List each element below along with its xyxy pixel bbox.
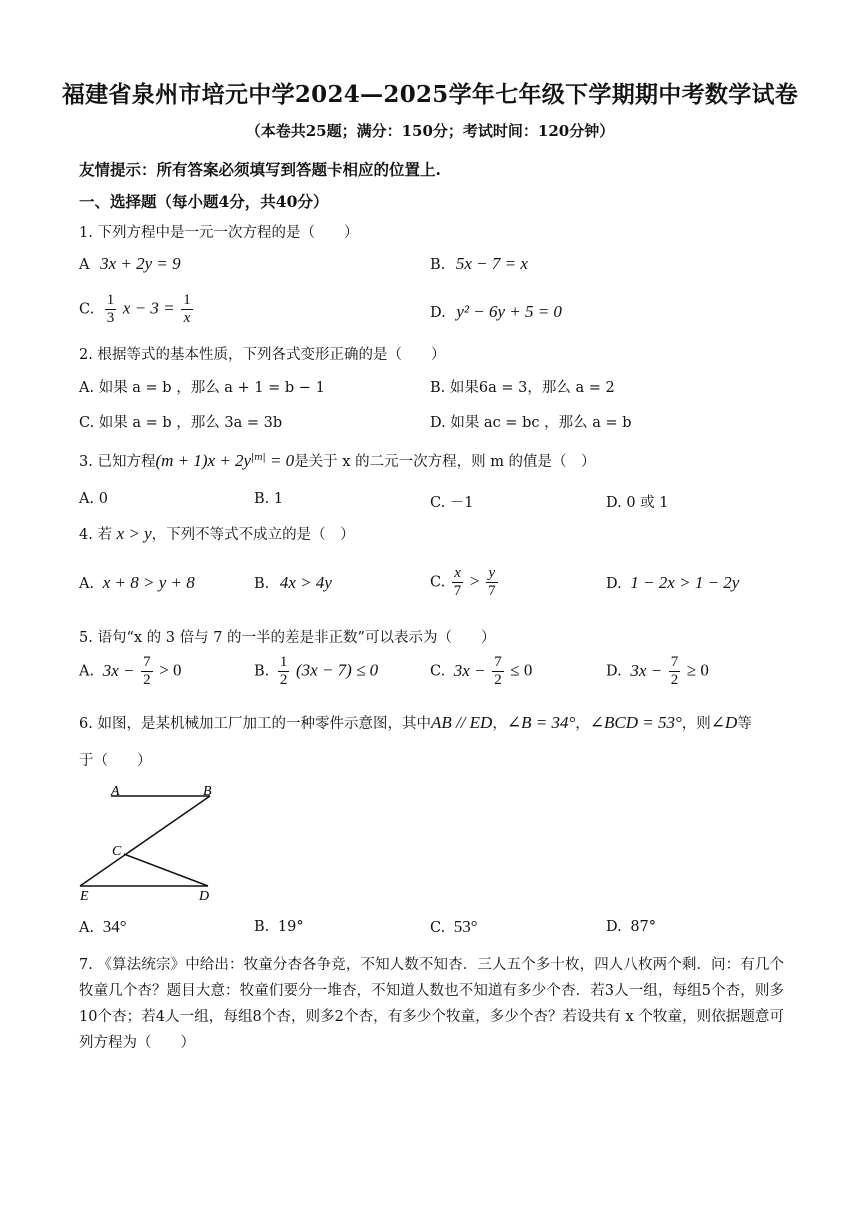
q6-stem-pre: 6. 如图，是某机械加工厂加工的一种零件示意图，其中 xyxy=(79,716,431,732)
q6-option-b xyxy=(254,919,304,935)
section-heading: 一、选择题（每小题4分，共40分） xyxy=(79,192,329,211)
q3-equation-tail: = 0 xyxy=(265,451,295,470)
q1-b-label: B. xyxy=(430,257,446,273)
q5-d-fraction: $\frac{7}{2}$ xyxy=(670,654,679,688)
q4-c-label: C. xyxy=(430,574,446,591)
q6-c-label: C. xyxy=(430,920,446,936)
q5-b-label: B. xyxy=(254,663,270,680)
q6-c-value: 53° xyxy=(453,917,478,936)
segment-be xyxy=(80,796,210,886)
q5-option-d xyxy=(606,654,709,689)
q5-a-label: A. xyxy=(79,663,95,680)
q4-stem xyxy=(79,523,355,544)
exam-title: 福建省泉州市培元中学2024—2025学年七年级下学期期中考数学试卷 xyxy=(61,81,799,108)
q1-option-a xyxy=(79,254,181,274)
q6-then: ，则 xyxy=(681,716,711,732)
q4-option-a xyxy=(79,573,195,593)
q2-option-c: C. 如果 a = b ，那么 3a = 3b xyxy=(79,415,283,431)
q4-stem-post: ，下列不等式不成立的是（ ） xyxy=(151,527,355,543)
q4-a-expr: x + 8 > y + 8 xyxy=(102,573,195,592)
q1-option-d xyxy=(430,302,562,322)
q4-option-c xyxy=(430,565,500,600)
q5-a-post: > 0 xyxy=(159,660,182,680)
q3-equation: (m + 1)x + 2y xyxy=(155,451,252,470)
q4-option-b xyxy=(254,573,332,593)
q5-c-post: ≤ 0 xyxy=(510,660,533,680)
q1-d-expr: y² − 6y + 5 = 0 xyxy=(456,302,562,321)
q4-c-fraction-2: $\frac{y}{7}$ xyxy=(488,565,496,599)
q2-option-d: D. 如果 ac = bc ，那么 a = b xyxy=(430,415,632,431)
q5-c-fraction: $\frac{7}{2}$ xyxy=(494,654,502,688)
q6-parallel: AB // ED xyxy=(430,713,493,732)
q5-option-b xyxy=(254,654,378,689)
q4-b-label: B. xyxy=(254,576,270,592)
q1-a-expr: 3x + 2y = 9 xyxy=(100,254,181,273)
q1-c-fraction-1: $\frac{1}{3}$ xyxy=(106,292,115,326)
segment-cd xyxy=(124,854,208,886)
friendly-tip: 友情提示：所有答案必须填写到答题卡相应的位置上. xyxy=(79,160,441,179)
q3-exponent: |m| xyxy=(251,453,266,464)
q6-b-value: 19° xyxy=(277,919,304,935)
q5-c-label: C. xyxy=(430,663,446,680)
q6-option-c xyxy=(430,917,478,937)
q3-stem xyxy=(79,450,596,471)
q4-d-label: D. xyxy=(606,576,622,592)
q6-figure xyxy=(70,778,230,902)
q5-b-fraction: $\frac{1}{2}$ xyxy=(279,654,288,688)
q6-angle-bcd: ∠BCD = 53° xyxy=(589,713,682,732)
q3-stem-post: 是关于 x 的二元一次方程，则 m 的值是（ ） xyxy=(294,454,596,470)
q1-c-expr: x − 3 = xyxy=(122,298,175,318)
q6-option-a xyxy=(79,917,127,937)
q5-stem: 5. 语句“x 的 3 倍与 7 的一半的差是非正数”可以表示为（ ） xyxy=(79,630,496,646)
q2-option-b: B. 如果6a = 3，那么 a = 2 xyxy=(430,380,615,396)
q5-a-fraction: $\frac{7}{2}$ xyxy=(143,654,151,688)
q6-option-d xyxy=(606,919,656,935)
q1-d-label: D. xyxy=(430,305,446,321)
q6-angle-d: ∠D xyxy=(710,713,738,732)
q4-option-d xyxy=(606,573,739,593)
q4-stem-pre: 4. 若 xyxy=(79,527,112,543)
q5-a-pre: 3x − xyxy=(102,660,135,680)
q5-d-pre: 3x − xyxy=(630,660,663,680)
point-a-label: A xyxy=(111,784,120,799)
q3-stem-pre: 3. 已知方程 xyxy=(79,454,156,470)
q5-option-c xyxy=(430,654,532,689)
point-e-label: E xyxy=(80,889,89,902)
point-c-label: C xyxy=(112,844,122,859)
q6-a-value: 34° xyxy=(102,917,127,936)
exam-subtitle: （本卷共25题；满分：150分；考试时间：120分钟） xyxy=(245,122,615,140)
q3-option-b: B. 1 xyxy=(254,491,284,507)
q1-a-label: A xyxy=(79,257,90,273)
q1-b-expr: 5x − 7 = x xyxy=(455,254,528,273)
q3-option-a: A. 0 xyxy=(79,491,108,507)
q7-text: 7. 《算法统宗》中给出：牧童分杏各争竞，不知人数不知杏．三人五个多十枚，四人八枚两个剩．问：有几个牧童几个杏？题目大意：牧童们要分一堆杏，不知道人数也不知道有多少个杏．若3人一组，每组5个杏，则多10个杏；若4人一组，每组8个杏，则多2个杏，有多少个牧童，多少个杏？若设共有 x 个牧童，则依据题意可列方程为（ ） xyxy=(79,957,784,1051)
q1-stem: 1. 下列方程中是一元一次方程的是（ ） xyxy=(79,225,359,241)
q4-c-operator: > xyxy=(469,571,480,591)
point-d-label: D xyxy=(199,889,210,902)
q5-option-a xyxy=(79,654,182,689)
q1-c-label: C. xyxy=(79,301,95,318)
q4-condition: x > y xyxy=(116,524,152,543)
q1-option-c xyxy=(79,292,195,327)
q4-d-expr: 1 − 2x > 1 − 2y xyxy=(630,573,740,592)
q6-d-label: D. xyxy=(606,919,622,935)
q6-deng: 等 xyxy=(737,716,752,732)
q6-b-label: B. xyxy=(254,919,270,935)
q5-d-post: ≥ 0 xyxy=(686,660,709,680)
q5-d-label: D. xyxy=(606,663,622,680)
q4-c-fraction-1: $\frac{x}{7}$ xyxy=(453,565,462,599)
q4-b-expr: 4x > 4y xyxy=(279,573,332,592)
q2-stem: 2. 根据等式的基本性质，下列各式变形正确的是（ ） xyxy=(79,347,446,363)
q1-c-fraction-2: $\frac{1}{x}$ xyxy=(183,292,191,326)
q6-a-label: A. xyxy=(79,920,95,936)
q6-stem-line2: 于（ ） xyxy=(79,753,152,769)
q2-option-a: A. 如果 a = b ，那么 a + 1 = b − 1 xyxy=(79,380,325,396)
q5-b-post: (3x − 7) ≤ 0 xyxy=(295,660,379,680)
q3-option-c: C. －1 xyxy=(430,495,474,511)
q6-d-value: 87° xyxy=(630,919,657,935)
point-b-label: B xyxy=(203,784,212,799)
q1-option-b xyxy=(430,254,528,274)
q6-angle-b: ∠B = 34° xyxy=(506,713,576,732)
q3-option-d: D. 0 或 1 xyxy=(606,495,669,511)
q6-stem-line1: 6. 如图，是某机械加工厂加工的一种零件示意图，其中AB // ED，∠B = 34°，∠BCD = 53°，则∠D等 xyxy=(79,713,752,732)
q4-a-label: A. xyxy=(79,576,95,592)
q5-c-pre: 3x − xyxy=(453,660,486,680)
